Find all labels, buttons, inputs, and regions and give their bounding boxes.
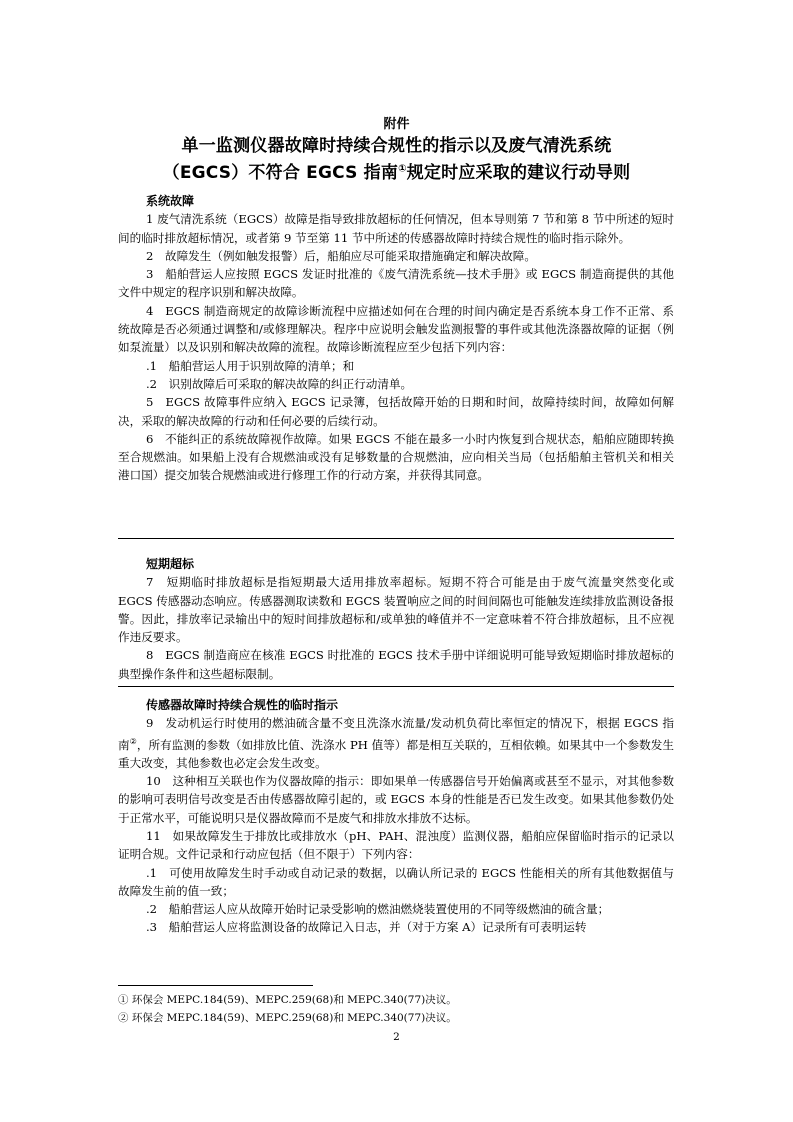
section-heading: 传感器故障时持续合规性的临时指示	[146, 698, 339, 712]
paragraph-7: 7 短期临时排放超标是指短期最大适用排放率超标。短期不符合可能是由于废气流量突然变化或 EGCS 传感器动态响应。传感器测取读数和 EGCS 装置响应之间的时间间隔也可能触发连续排放监测设备报警。因此，排放率记录输出中的短时间排放超标和/或单独的峰值并不一定意味着不符合排放超标，且不应视作违反要求。	[118, 575, 674, 645]
section-system-fault	[118, 192, 674, 485]
section-short-term	[118, 555, 674, 683]
paragraph-4: 4 EGCS 制造商规定的故障诊断流程中应描述如何在合理的时间内确定是否系统本身工作不正常、系统故障是否必须通过调整和/或修理解决。程序中应说明会触发监测报警的事件或其他洗涤器故障的证据（例如泵流量）以及识别和解决故障的流程。故障诊断流程应至少包括下列内容：	[118, 303, 674, 355]
paragraph-9-post: ，所有监测的参数（如排放比值、洗涤水 PH 值等）都是相互关联的，互相依赖。如果其中一个参数发生重大改变，其他参数也必定会发生改变。	[118, 737, 674, 770]
paragraph-4-item-2: .2 识别故障后可采取的解决故障的纠正行动清单。	[146, 376, 413, 391]
paragraph-6: 6 不能纠正的系统故障视作故障。如果 EGCS 不能在最多一小时内恢复到合规状态，船舶应随即转换至合规燃油。如果船上没有合规燃油或没有足够数量的合规燃油，应向相关当局（包括船舶主管机关和相关港口国）提交加装合规燃油或进行修理工作的行动方案，并获得其同意。	[118, 431, 674, 483]
title-line-2-pre: （EGCS）不符合 EGCS 指南	[162, 163, 399, 183]
section-divider	[118, 686, 674, 687]
footnote-divider	[118, 985, 313, 986]
paragraph-1: 1 废气清洗系统（EGCS）故障是指导致排放超标的任何情况，但本导则第 7 节和第 8 节中所述的短时间的临时排放超标情况，或者第 9 节至第 11 节中所述的传感器故障时持续合规性的临时指示除外。	[118, 212, 674, 245]
paragraph-10: 10 这种相互关联也作为仪器故障的指示：即如果单一传感器信号开始偏离或甚至不显示，对其他参数的影响可表明信号改变是否由传感器故障引起的，或 EGCS 本身的性能是否已发生改变。如果其他参数仍处于正常水平，可能说明只是仪器故障而不是废气和排放水排放不达标。	[118, 774, 674, 825]
section-divider	[118, 538, 674, 539]
paragraph-11-item-3: .3 船舶营运人应将监测设备的故障记入日志，并（对于方案 A）记录所有可表明运转	[146, 920, 587, 935]
paragraph-8: 8 EGCS 制造商应在核准 EGCS 时批准的 EGCS 技术手册中详细说明可能导致短期临时排放超标的典型操作条件和这些超标限制。	[118, 648, 674, 681]
section-sensor-fault	[118, 696, 674, 937]
paragraph-3: 3 船舶营运人应按照 EGCS 发证时批准的《废气清洗系统—技术手册》或 EGCS 制造商提供的其他文件中规定的程序识别和解决故障。	[118, 267, 674, 300]
footnote-ref-2[interactable]: ②	[129, 736, 137, 746]
footnote-1: ① 环保会 MEPC.184(59)、MEPC.259(68)和 MEPC.340(77)决议。	[118, 994, 457, 1006]
paragraph-9	[118, 714, 674, 772]
paragraph-4-item-1: .1 船舶营运人用于识别故障的清单；和	[146, 358, 355, 373]
paragraph-11-item-2: .2 船舶营运人应从故障开始时记录受影响的燃油燃烧装置使用的不同等级燃油的硫含量；	[146, 902, 610, 917]
paragraph-11: 11 如果故障发生于排放比或排放水（pH、PAH、混浊度）监测仪器，船舶应保留临时指示的记录以证明合规。文件记录和行动应包括（但不限于）下列内容：	[118, 828, 674, 862]
section-heading: 系统故障	[146, 194, 195, 208]
paragraph-2: 2 故障发生（例如触发报警）后，船舶应尽可能采取措施确定和解决故障。	[146, 248, 536, 263]
footnote-2: ② 环保会 MEPC.184(59)、MEPC.259(68)和 MEPC.340(77)决议。	[118, 1012, 457, 1024]
paragraph-11-item-1: .1 可使用故障发生时手动或自动记录的数据，以确认所记录的 EGCS 性能相关的所有其他数据值与故障发生前的值一致；	[118, 865, 674, 898]
section-heading: 短期超标	[146, 557, 195, 571]
page-number: 2	[393, 1031, 400, 1043]
paragraph-5: 5 EGCS 故障事件应纳入 EGCS 记录簿，包括故障开始的日期和时间，故障持续时间，故障如何解决，采取的解决故障的行动和任何必要的后续行动。	[118, 395, 674, 428]
title-line-2-post: 规定时应采取的建议行动导则	[406, 163, 631, 183]
title-line-2	[0, 158, 793, 183]
paragraph-9-pre: 9 发动机运行时使用的燃油硫含量不变且洗涤水流量/发动机负荷比率恒定的情况下，根据 EGCS 指南	[118, 716, 674, 752]
attachment-label: 附件	[383, 117, 410, 132]
footnote-ref-1[interactable]: ①	[398, 163, 407, 175]
title-line-1: 单一监测仪器故障时持续合规性的指示以及废气清洗系统	[181, 136, 612, 156]
